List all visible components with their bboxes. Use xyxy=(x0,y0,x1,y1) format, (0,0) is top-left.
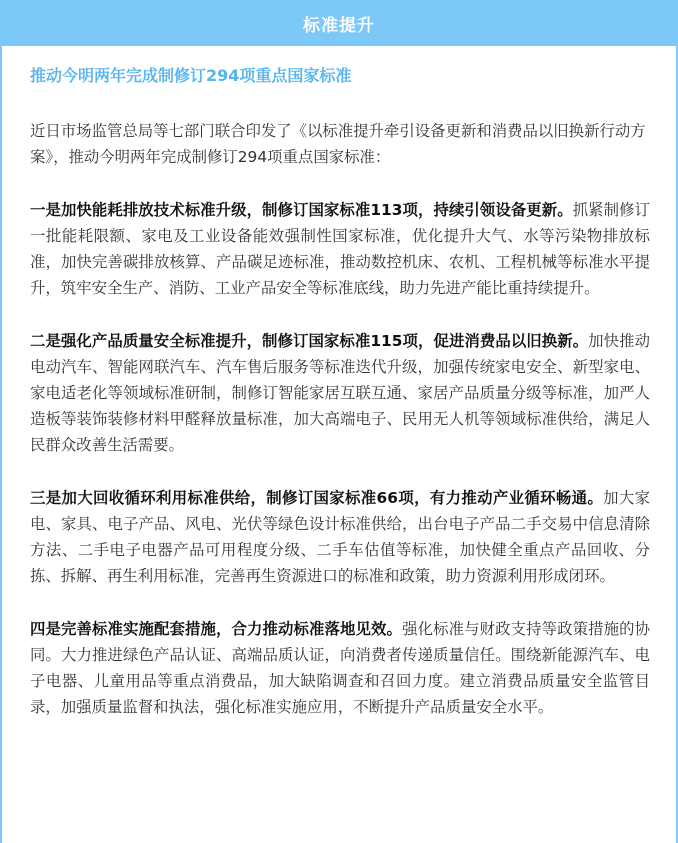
section-paragraph-1 xyxy=(30,197,650,301)
article-intro: 近日市场监管总局等七部门联合印发了《以标准提升牵引设备更新和消费品以旧换新行动方案》，推动今明两年完成制修订294项重点国家标准： xyxy=(30,122,646,166)
section-paragraph-3 xyxy=(30,485,650,589)
article-content xyxy=(2,46,676,720)
article-subtitle: 推动今明两年完成制修订294项重点国家标准 xyxy=(30,66,352,85)
section-paragraph-4 xyxy=(30,616,650,720)
section-header-title: 标准提升 xyxy=(303,15,375,36)
section-lead-1: 一是加快能耗排放技术标准升级，制修订国家标准113项，持续引领设备更新。 xyxy=(30,201,573,219)
section-body-4: 强化标准与财政支持等政策措施的协同。大力推进绿色产品认证、高端品质认证，向消费者传递质量信任。围绕新能源汽车、电子电器、儿童用品等重点消费品，加大缺陷调查和召回力度。建立消费品质量安全监管目录，加强质量监督和执法，强化标准实施应用，不断提升产品质量安全水平。 xyxy=(30,620,650,716)
section-lead-4: 四是完善标准实施配套措施，合力推动标准落地见效。 xyxy=(30,620,403,638)
section-lead-2: 二是强化产品质量安全标准提升，制修订国家标准115项，促进消费品以旧换新。 xyxy=(30,332,589,350)
section-body-3: 加大家电、家具、电子产品、风电、光伏等绿色设计标准供给，出台电子产品二手交易中信息清除方法、二手电子电器产品可用程度分级、二手车估值等标准，加快健全重点产品回收、分拣、拆解、再生利用标准，完善再生资源进口的标准和政策，助力资源利用形成闭环。 xyxy=(30,489,650,585)
section-lead-3: 三是加大回收循环利用标准供给，制修订国家标准66项，有力推动产业循环畅通。 xyxy=(30,489,604,507)
section-paragraph-2 xyxy=(30,328,650,458)
section-body-2: 加快推动电动汽车、智能网联汽车、汽车售后服务等标准迭代升级，加强传统家电安全、新型家电、家电适老化等领域标准研制，制修订智能家居互联互通、家居产品质量分级等标准，加严人造板等装饰装修材料甲醛释放量标准，加大高端电子、民用无人机等领域标准供给，满足人民群众改善生活需要。 xyxy=(30,332,650,454)
section-body-1: 抓紧制修订一批能耗限额、家电及工业设备能效强制性国家标准，优化提升大气、水等污染物排放标准，加快完善碳排放核算、产品碳足迹标准，推动数控机床、农机、工程机械等标准水平提升，筑牢安全生产、消防、工业产品安全等标准底线，助力先进产能比重持续提升。 xyxy=(30,201,650,297)
section-header xyxy=(2,0,676,46)
